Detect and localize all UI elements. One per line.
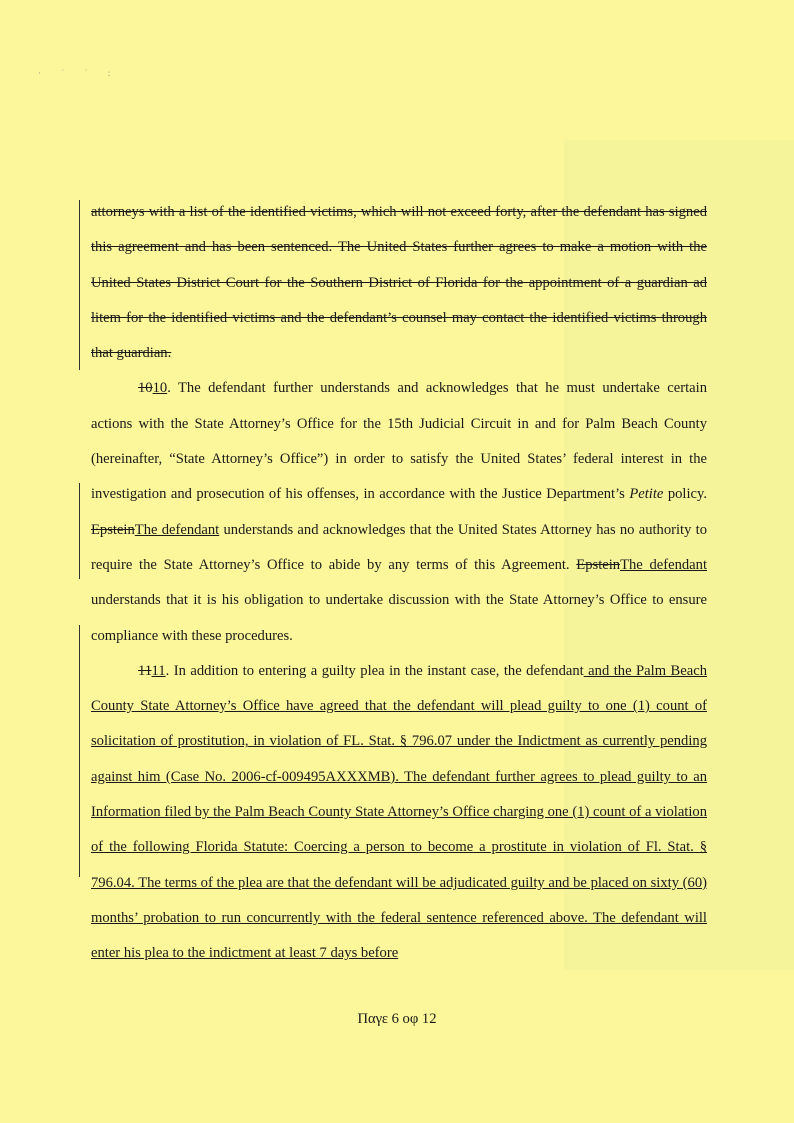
paragraph-10: 1010. The defendant further understands and acknowledges that he must undertake certain actions with the State Attorney’s Office for the 15th Judicial Circuit in and for Palm Beach County (hereinafter, “State Attorney’s Office”) in order to satisfy the United States’ federal interest in the investigation and prosecution of his offenses, in accordance with the Justice Department’s Petite policy. EpsteinThe defendant understands and acknowledges that the United States Attorney has no authority to require the State Attorney’s Office to abide by any terms of this Agreement. EpsteinThe defendant understands that it is his obligation to undertake discussion with the State Attorney’s Office to ensure compliance with these procedures. (91, 380, 708, 644)
deleted-number: 11 (138, 662, 152, 679)
scan-specks: · ˙ ˙ : (38, 68, 120, 78)
document-body (91, 195, 707, 972)
deleted-paragraph: attorneys with a list of the identified victims, which will not exceed forty, after the defendant has signed this agreement and has been sentenced. The United States further agrees to make a motion with the United States District Court for the Southern District of Florida for the appointment of a guardian ad litem for the identified victims and the defendant’s counsel may contact the identified victims through that guardian. (91, 204, 707, 362)
inserted-text: and the Palm Beach County State Attorney’s Office have agreed that the defendant will plead guilty to one (1) count of solicitation of prostitution, in violation of FL. Stat. § 796.07 under the Indictment as currently pending against him (Case No. 2006-cf-009495AXXXMB). The defendant further agrees to plead guilty to an Information filed by the Palm Beach County State Attorney’s Office charging one (1) count of a violation of the following Florida Statute: Coercing a person to become a prostitute in violation of Fl. Stat. § 796.04. The terms of the plea are that the defendant will be adjudicated guilty and be placed on sixty (60) months’ probation to run concurrently with the federal sentence referenced above. The defendant will enter his plea to the indictment at least 7 days before (91, 662, 707, 962)
inserted-words: The defendant (620, 556, 708, 573)
paragraph-11: 1111. In addition to entering a guilty plea in the instant case, the defendant and the Palm Beach County State Attorney’s Office have agreed that the defendant will plead guilty to one (1) count of solicitation of prostitution, in violation of FL. Stat. § 796.07 under the Indictment as currently pending against him (Case No. 2006-cf-009495AXXXMB). The defendant further agrees to plead guilty to an Information filed by the Palm Beach County State Attorney’s Office charging one (1) count of a violation of the following Florida Statute: Coercing a person to become a prostitute in violation of Fl. Stat. § 796.04. The terms of the plea are that the defendant will be adjudicated guilty and be placed on sixty (60) months’ probation to run concurrently with the federal sentence referenced above. The defendant will enter his plea to the indictment at least 7 days before (91, 662, 707, 962)
inserted-number: 11 (151, 662, 166, 679)
deleted-number: 10 (138, 380, 153, 397)
deleted-word: Epstein (576, 556, 621, 573)
italic-term: Petite (629, 486, 664, 503)
change-bar (79, 625, 80, 877)
inserted-words: The defendant (134, 521, 220, 538)
page-number-footer: Παγε 6 οφ 12 (357, 1011, 437, 1027)
change-bar (79, 483, 80, 579)
deleted-word: Epstein (91, 521, 135, 538)
inserted-number: 10 (152, 380, 168, 397)
change-bar (79, 200, 80, 370)
